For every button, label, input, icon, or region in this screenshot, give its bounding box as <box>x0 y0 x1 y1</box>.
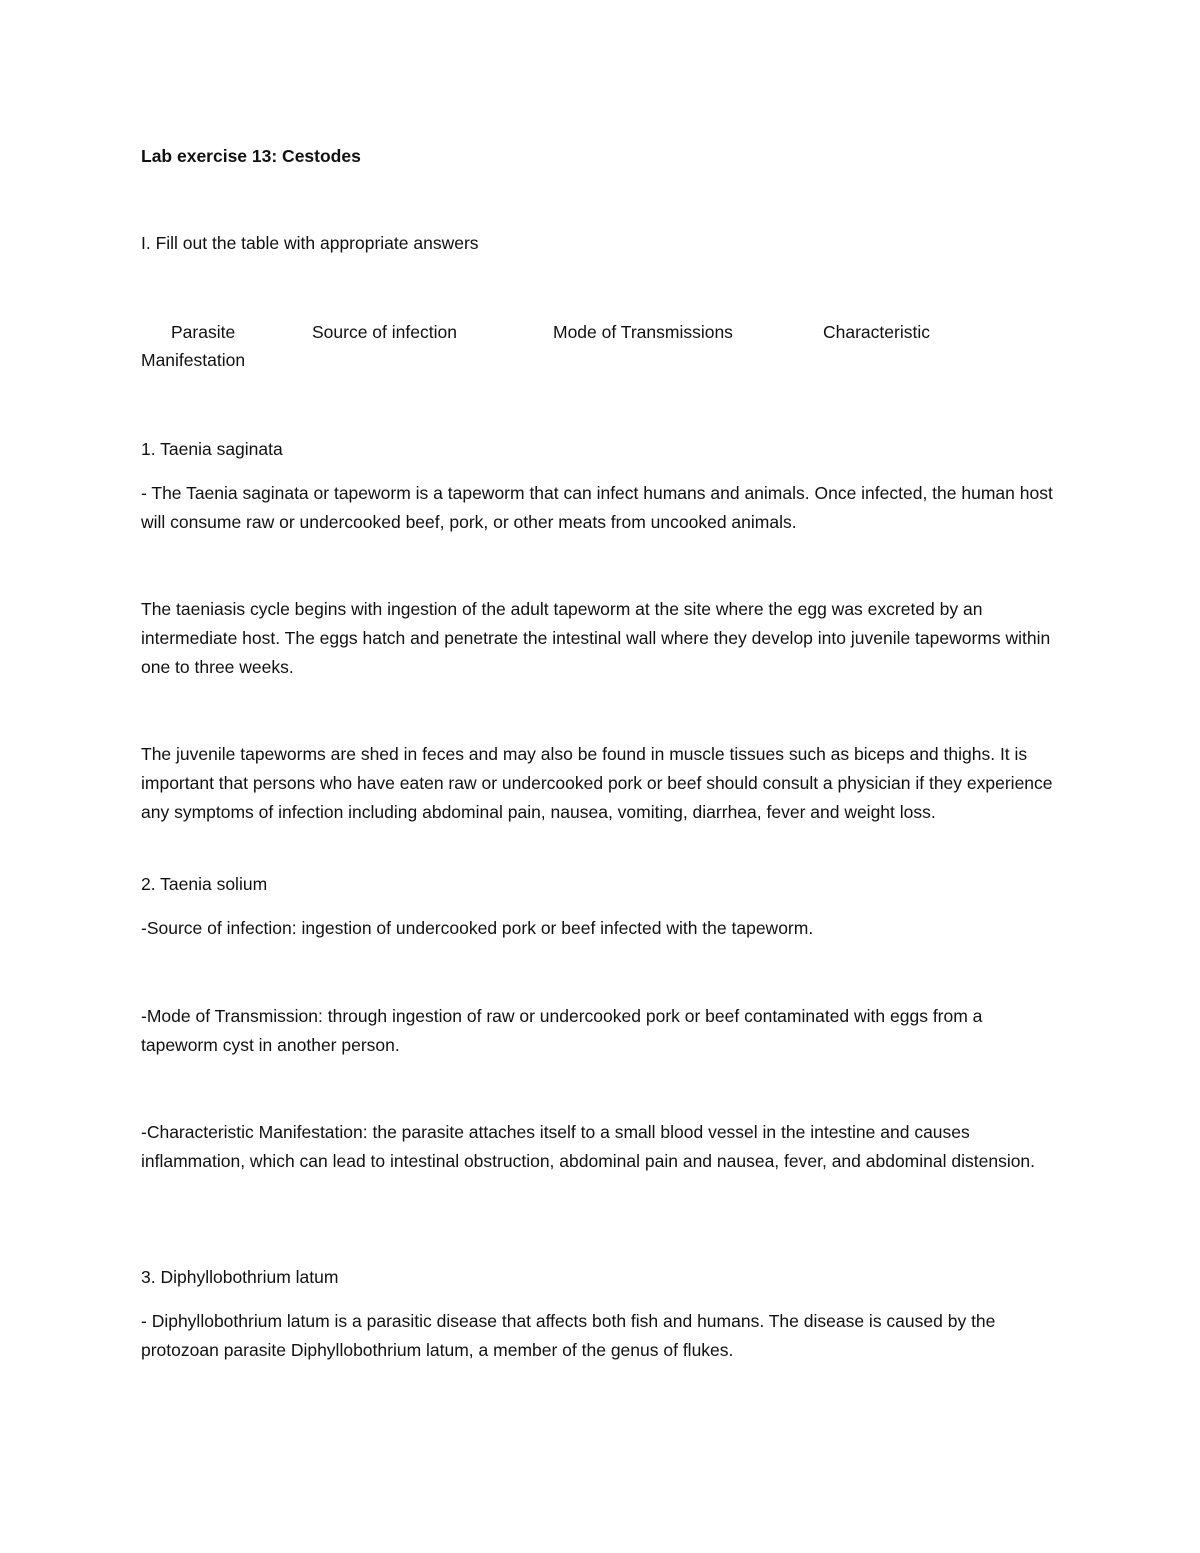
paragraph: -Mode of Transmission: through ingestion of raw or undercooked pork or beef contaminated with eggs from a tapeworm cyst in another person. <box>141 1006 983 1055</box>
paragraph: The juvenile tapeworms are shed in feces and may also be found in muscle tissues such as biceps and thighs. It is important that persons who have eaten raw or undercooked pork or beef should consult a physician if they experience any symptoms of infection including abdominal pain, nausea, vomiting, diarrhea, fever and weight loss. <box>141 744 1053 822</box>
header-parasite: Parasite <box>171 322 236 342</box>
paragraph: -Source of infection: ingestion of undercooked pork or beef infected with the tapeworm. <box>141 918 814 938</box>
header-source: Source of infection <box>312 322 457 342</box>
paragraph: The taeniasis cycle begins with ingestion of the adult tapeworm at the site where the egg was excreted by an intermediate host. The eggs hatch and penetrate the intestinal wall where they develop into juvenile tapeworms within one to three weeks. <box>141 599 1051 677</box>
paragraph: -Characteristic Manifestation: the parasite attaches itself to a small blood vessel in the intestine and causes inflammation, which can lead to intestinal obstruction, abdominal pain and nausea, fever, and abdominal distension. <box>141 1122 1036 1171</box>
section-heading-taenia-solium: 2. Taenia solium <box>141 874 268 894</box>
section-heading-diphyllobothrium-latum: 3. Diphyllobothrium latum <box>141 1267 339 1287</box>
header-characteristic: Characteristic <box>823 322 930 342</box>
instruction-text: I. Fill out the table with appropriate answers <box>141 233 479 253</box>
header-mode: Mode of Transmissions <box>553 322 733 342</box>
paragraph: - The Taenia saginata or tapeworm is a tapeworm that can infect humans and animals. Once infected, the human host will consume raw or undercooked beef, pork, or other meats from uncooked animals. <box>141 483 1053 532</box>
section-heading-taenia-saginata: 1. Taenia saginata <box>141 439 283 459</box>
document-title: Lab exercise 13: Cestodes <box>141 146 361 166</box>
header-manifestation: Manifestation <box>141 350 246 370</box>
paragraph: - Diphyllobothrium latum is a parasitic disease that affects both fish and humans. The disease is caused by the protozoan parasite Diphyllobothrium latum, a member of the genus of flukes. <box>141 1311 996 1360</box>
